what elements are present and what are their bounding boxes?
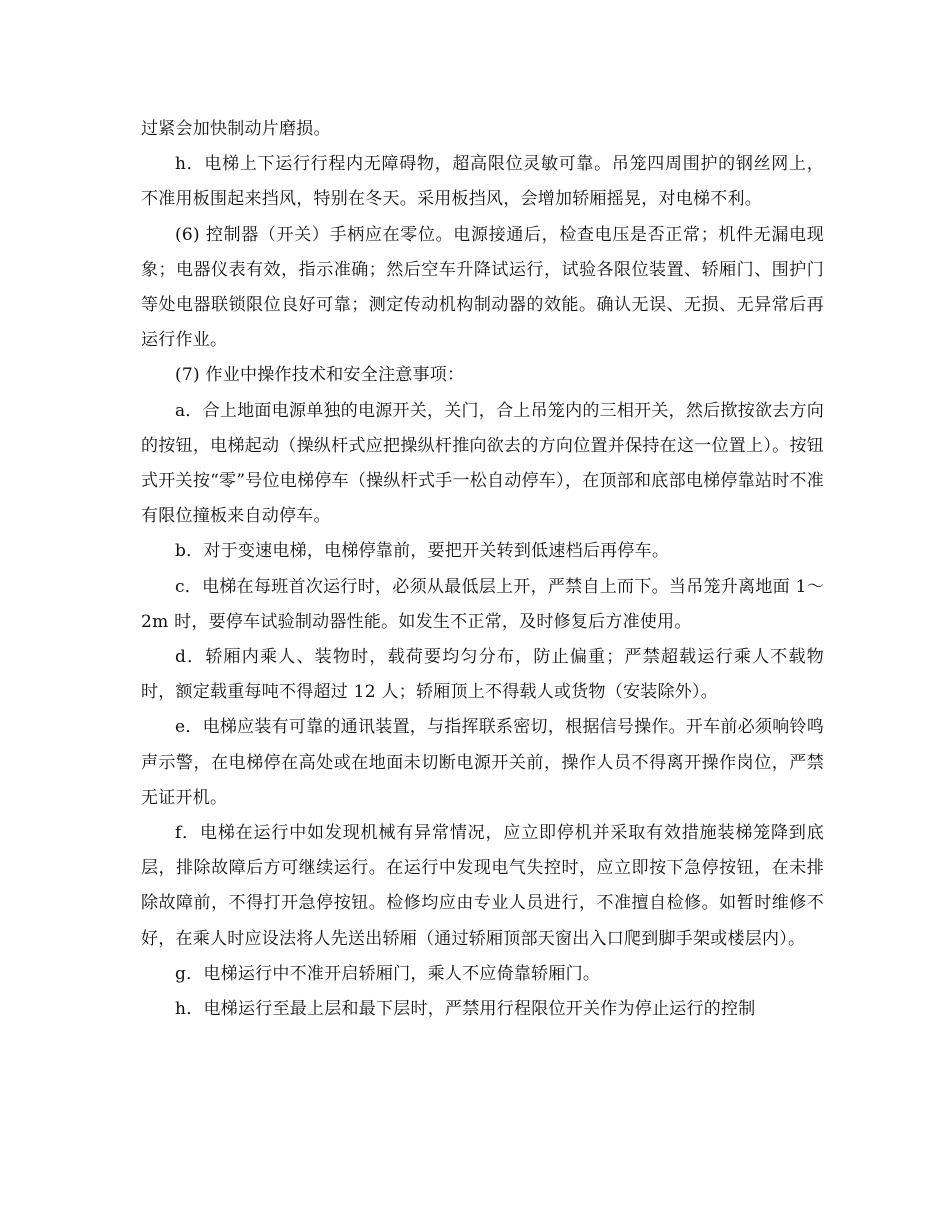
paragraph-item-h-path-clear: h．电梯上下运行行程内无障碍物，超高限位灵敏可靠。吊笼四周围护的钢丝网上，不准用板围起来挡风，特别在冬天。采用板挡风，会增加轿厢摇晃，对电梯不利。 [141,154,824,210]
paragraph-item-b-variable-speed: b．对于变速电梯，电梯停靠前，要把开关转到低速档后再停车。 [175,541,670,562]
document-body [141,112,824,1027]
paragraph-continuation: 过紧会加快制动片磨损。 [141,119,331,139]
paragraph-item-c-first-run: c．电梯在每班首次运行时，必须从最低层上开，严禁自上而下。当吊笼升离地面 1～2m 时，要停车试验制动器性能。如发生不正常，及时修复后方准使用。 [141,576,824,632]
paragraph-item-f-fault: f．电梯在运行中如发现机械有异常情况，应立即停机并采取有效措施装梯笼降到底层，排除故障后方可继续运行。在运行中发现电气失控时，应立即按下急停按钮，在未排除故障前，不得打开急停按钮。检修均应由专业人员进行，不准擅自检修。如暂时维修不好，在乘人时应设法将人先送出轿厢（通过轿厢顶部天窗出入口爬到脚手架或楼层内）。 [141,823,824,949]
paragraph-item-g-door: g．电梯运行中不准开启轿厢门，乘人不应倚靠轿厢门。 [175,963,601,984]
paragraph-item-7-heading: (7) 作业中操作技术和安全注意事项： [175,365,465,386]
paragraph-item-6-controller: (6) 控制器（开关）手柄应在零位。电源接通后，检查电压是否正常；机件无漏电现象；电器仪表有效，指示准确；然后空车升降试运行，试验各限位装置、轿厢门、围护门等处电器联锁限位良好可靠；测定传动机构制动器的效能。确认无误、无损、无异常后再运行作业。 [141,224,824,351]
paragraph-item-a-start: a．合上地面电源单独的电源开关，关门，合上吊笼内的三相开关，然后揿按欲去方向的按钮，电梯起动（操纵杆式应把操纵杆推向欲去的方向位置并保持在这一位置上）。按钮式开关按“零”号位电梯停车（操纵杆式手一松自动停车），在顶部和底部电梯停靠站时不准有限位撞板来自动停车。 [141,400,824,527]
paragraph-item-h-limit-switch: h．电梯运行至最上层和最下层时，严禁用行程限位开关作为停止运行的控制 [175,999,756,1020]
paragraph-item-d-load: d．轿厢内乘人、装物时，载荷要均匀分布，防止偏重；严禁超载运行乘人不载物时，额定载重每吨不得超过 12 人；轿厢顶上不得载人或货物（安装除外）。 [141,647,824,703]
paragraph-item-e-communication: e．电梯应装有可靠的通讯装置，与指挥联系密切，根据信号操作。开车前必须响铃鸣声示警，在电梯停在高处或在地面未切断电源开关前，操作人员不得离开操作岗位，严禁无证开机。 [141,717,824,808]
